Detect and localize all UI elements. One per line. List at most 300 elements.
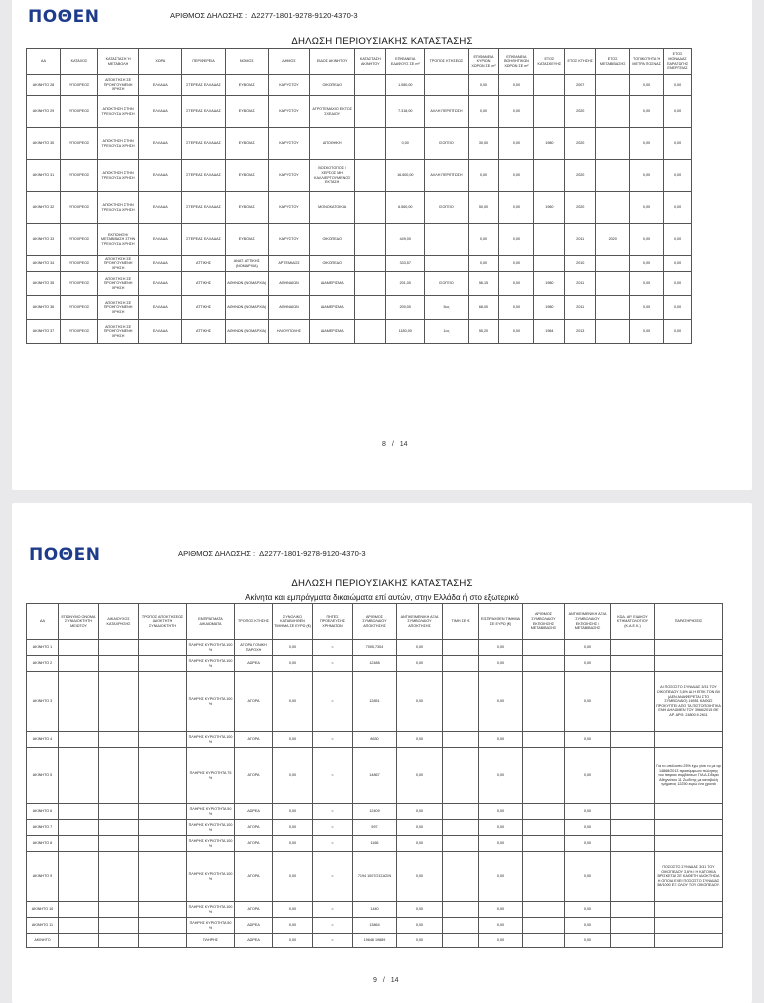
table-cell: ΥΠΟΧΡΕΟΣ bbox=[60, 256, 97, 272]
table-cell: ΑΚΙΝΗΤΟ 30 bbox=[27, 128, 61, 160]
table-cell bbox=[655, 820, 723, 836]
table-row bbox=[27, 256, 692, 272]
table-cell: 0,00 bbox=[664, 75, 692, 96]
table-cell bbox=[59, 804, 99, 820]
table-row bbox=[27, 128, 692, 160]
table-cell bbox=[655, 640, 723, 656]
table-cell: ΣΤΕΡΕΑΣ ΕΛΛΑΔΑΣ bbox=[182, 192, 225, 224]
table-cell: ΙΣΟΓΕΙΟ bbox=[425, 192, 468, 224]
table-cell: ΑΠΟΚΤΗΣΗ ΣΕ ΠΡΟΗΓΟΥΜΕΝΗ ΧΡΗΣΗ bbox=[98, 320, 139, 344]
table-cell bbox=[655, 836, 723, 852]
table-cell: 2011 bbox=[565, 224, 596, 256]
table-cell: ΔΙΑΜΕΡΙΣΜΑ bbox=[310, 296, 355, 320]
table-cell bbox=[596, 96, 630, 128]
table-cell: 2020 bbox=[565, 128, 596, 160]
table-cell bbox=[139, 852, 187, 902]
table-cell: ΙΣΟΓΕΙΟ bbox=[425, 272, 468, 296]
table-cell: 0,00 bbox=[630, 192, 664, 224]
table-cell bbox=[139, 804, 187, 820]
pothen-logo: ΠΟΘΕΝ bbox=[28, 7, 100, 27]
table-cell: 0,00 bbox=[479, 656, 523, 672]
declaration-value: Δ2277-1801-9278-9120-4370-3 bbox=[259, 549, 366, 558]
table-cell bbox=[99, 748, 139, 804]
table-cell bbox=[59, 836, 99, 852]
table-cell: 0,00 bbox=[499, 296, 534, 320]
column-header: ΕΠΙΦΑΝΕΙΑ ΕΔΑΦΟΥΣ ΣΕ m² bbox=[386, 49, 425, 75]
table-cell: ΠΛΗΡΗΣ ΚΥΡΙΟΤΗΤΑ 100 % bbox=[187, 820, 235, 836]
table-cell: 0,00 bbox=[397, 820, 443, 836]
table-cell: 0,00 bbox=[273, 836, 313, 852]
table-cell: 0,00 bbox=[479, 820, 523, 836]
table-row bbox=[27, 160, 692, 192]
table-cell bbox=[596, 128, 630, 160]
table-cell: ΠΛΗΡΗΣ ΚΥΡΙΟΤΗΤΑ 100 % bbox=[187, 836, 235, 852]
table-cell bbox=[523, 732, 565, 748]
table-header-row bbox=[27, 604, 723, 640]
table-cell: 0,00 bbox=[397, 934, 443, 948]
table-cell: 1980 bbox=[534, 128, 565, 160]
column-header: ΔΗΜΟΣ bbox=[268, 49, 309, 75]
table-cell: 0,00 bbox=[630, 256, 664, 272]
table-cell: ΔΙΑΜΕΡΙΣΜΑ bbox=[310, 272, 355, 296]
table-cell: 0,00 bbox=[664, 160, 692, 192]
table-cell bbox=[655, 902, 723, 918]
table-cell: ΥΠΟΧΡΕΟΣ bbox=[60, 272, 97, 296]
table-cell: ΑΚΙΝΗΤΟ 37 bbox=[27, 320, 61, 344]
table-cell: ΑΓΟΡΑ ΓΟΝΙΚΗ ΠΑΡΟΧΗ bbox=[235, 640, 273, 656]
table-cell bbox=[99, 836, 139, 852]
table-cell: 5ος bbox=[425, 296, 468, 320]
column-header: ΣΥΝΟΛΙΚΟ ΚΑΤΑΒΛΗΘΕΝ ΤΙΜΗΜΑ ΣΕ ΕΥΡΩ (€) bbox=[273, 604, 313, 640]
column-header: ΚΑΤΑΧΟΣ bbox=[60, 49, 97, 75]
table-cell: ΠΛΗΡΗΣ ΚΥΡΙΟΤΗΤΑ 50 % bbox=[187, 804, 235, 820]
table-cell: 0,00 bbox=[499, 96, 534, 128]
table-cell: 0,00 bbox=[397, 902, 443, 918]
table-cell: 0,00 bbox=[397, 732, 443, 748]
table-cell: ΑΚΙΝΗΤΟ 31 bbox=[27, 160, 61, 192]
table-row bbox=[27, 732, 723, 748]
table-cell: 0,00 bbox=[664, 192, 692, 224]
table-cell: 68,00 bbox=[468, 296, 499, 320]
column-header: ΤΡΟΠΟΣ ΚΤΗΣΕΩΣ bbox=[425, 49, 468, 75]
table-cell: ΔΩΡΕΑ bbox=[235, 934, 273, 948]
table-cell: 200,00 bbox=[386, 296, 425, 320]
table-cell bbox=[139, 820, 187, 836]
table-cell bbox=[611, 656, 655, 672]
column-header: ΑΡΙΘΜΟΣ ΣΥΜΒΟΛΑΙΟΥ ΕΚΠΟΙΗΣΗΣ ΜΕΤΑΒΙΒΑΣΗΣ bbox=[523, 604, 565, 640]
table-cell bbox=[99, 804, 139, 820]
table-cell bbox=[655, 918, 723, 934]
table-cell: 0,00 bbox=[630, 75, 664, 96]
column-header: ΚΑΤΑΣΤΑΣΗ ΑΚΙΝΗΤΟΥ bbox=[355, 49, 386, 75]
table-cell: ΑΤΤΙΚΗΣ bbox=[182, 256, 225, 272]
column-header: ΠΕΡΙΦΕΡΕΙΑ bbox=[182, 49, 225, 75]
table-cell: 0,00 bbox=[630, 272, 664, 296]
table-cell bbox=[523, 902, 565, 918]
table-cell: ΥΠΟΧΡΕΟΣ bbox=[60, 320, 97, 344]
table-row bbox=[27, 96, 692, 128]
table-cell bbox=[355, 272, 386, 296]
table-cell: 0,00 bbox=[630, 96, 664, 128]
column-header: ΑΡΙΘΜΟΣ ΣΥΜΒΟΛΑΙΟΥ ΑΠΟΚΤΗΣΗΣ bbox=[353, 604, 397, 640]
table-cell bbox=[534, 160, 565, 192]
table-cell: = bbox=[313, 656, 353, 672]
table-cell bbox=[534, 96, 565, 128]
table-cell bbox=[355, 256, 386, 272]
table-cell: ΑΚΙΝΗΤΟ 3 bbox=[27, 672, 59, 732]
table-cell bbox=[59, 918, 99, 934]
table-cell bbox=[139, 918, 187, 934]
table-cell: 0,00 bbox=[386, 128, 425, 160]
table-cell bbox=[139, 656, 187, 672]
table-cell bbox=[443, 934, 479, 948]
table-cell bbox=[611, 672, 655, 732]
column-header: ΔΙΚΑΙΟΥΧΟΣ ΚΑΤΑΧΡΗΣΗΣ bbox=[99, 604, 139, 640]
table-cell: 0,00 bbox=[273, 852, 313, 902]
table-cell bbox=[596, 192, 630, 224]
table-cell: 1960 bbox=[534, 192, 565, 224]
table-cell bbox=[596, 256, 630, 272]
table-cell bbox=[611, 852, 655, 902]
table-cell: ΑΓΟΡΑ bbox=[235, 902, 273, 918]
table-cell bbox=[139, 640, 187, 656]
table-cell: ΑΠΟΚΤΗΣΗ ΣΕ ΠΡΟΗΓΟΥΜΕΝΗ ΧΡΗΣΗ bbox=[98, 296, 139, 320]
table-cell bbox=[611, 902, 655, 918]
table-cell: 0,00 bbox=[468, 96, 499, 128]
table-cell: 0,00 bbox=[565, 918, 611, 934]
table-cell: 0,00 bbox=[397, 640, 443, 656]
table-cell: 0,00 bbox=[499, 192, 534, 224]
table-cell: 0,00 bbox=[630, 128, 664, 160]
table-cell: ΚΑΡΥΣΤΟΥ bbox=[268, 128, 309, 160]
table-cell: ΑΓΟΡΑ bbox=[235, 852, 273, 902]
table-cell: ΕΥΒΟΙΑΣ bbox=[225, 96, 268, 128]
document-page-8 bbox=[12, 0, 752, 490]
table-cell: ΠΛΗΡΗΣ ΚΥΡΙΟΤΗΤΑ 100 % bbox=[187, 852, 235, 902]
column-header: ΑΝΤΙΚΕΙΜΕΝΙΚΗ ΑΞΙΑ ΣΥΜΒΟΛΑΙΟΥ ΕΚΠΟΙΗΣΗΣ / ΜΕΤΑΒΙΒΑΣΗΣ bbox=[565, 604, 611, 640]
table-row bbox=[27, 672, 723, 732]
table-cell: 0,00 bbox=[397, 836, 443, 852]
table-cell: 16.600,00 bbox=[386, 160, 425, 192]
table-cell: ΠΟΣΟΣΤΟ ΣΥΝΙΔΙΑΣ 3/31 ΤΟΥ ΟΙΚΟΠΕΔΟΥ 3,6% Ι Η ΚΑΤΟΙΚΙΑ ΒΡΙΣΚΕΤΑΙ ΣΕ ΚΑΘΕΤΗ ΙΔΙΟΚΤΗΣΙΑ Η ΟΠΟΙΑ ΕΧΕΙ ΠΟΣΟΣΤΟ ΣΥΝΙΔΙΑΣ 58/1000 ΕΞ ΟΛΟΥ ΤΟΥ ΟΙΚΟΠΕΔΟΥ. bbox=[655, 852, 723, 902]
table-cell: 2011 bbox=[565, 272, 596, 296]
column-header: ΕΤΟΣ ΚΑΤΑΣΚΕΥΗΣ bbox=[534, 49, 565, 75]
table-cell: ΑΠΟΚΤΗΣΗ ΣΕ ΠΡΟΗΓΟΥΜΕΝΗ ΧΡΗΣΗ bbox=[98, 272, 139, 296]
table-cell: ΑΓΟΡΑ bbox=[235, 820, 273, 836]
column-header: ΚΩΔ. ΑΡ. ΕΙΔΙΚΟΥ ΚΤΗΜΑΤΟΛΟΓΙΟΥ (Κ.Α.Ε.Κ.) bbox=[611, 604, 655, 640]
table-cell: ΑΠΟΚΤΗΣΗ ΣΕ ΠΡΟΗΓΟΥΜΕΝΗ ΧΡΗΣΗ bbox=[98, 75, 139, 96]
table-cell: ΑΚΙΝΗΤΟ 36 bbox=[27, 296, 61, 320]
table-cell: ΥΠΟΧΡΕΟΣ bbox=[60, 96, 97, 128]
table-cell: ΑΘΗΝΑΙΩΝ bbox=[268, 296, 309, 320]
table-cell: ΑΓΟΡΑ bbox=[235, 836, 273, 852]
table-cell: 0,00 bbox=[565, 732, 611, 748]
table-cell: ΔΩΡΕΑ bbox=[235, 918, 273, 934]
table-cell: 2020 bbox=[565, 192, 596, 224]
table-cell: 0,00 bbox=[565, 748, 611, 804]
table-cell bbox=[655, 934, 723, 948]
table-cell: 0,00 bbox=[565, 804, 611, 820]
table-cell: ΑΠΟΘΗΚΗ bbox=[310, 128, 355, 160]
table-cell bbox=[611, 836, 655, 852]
column-header: ΕΠΙΦΑΝΕΙΑ ΚΥΡΙΩΝ ΧΩΡΩΝ ΣΕ m² bbox=[468, 49, 499, 75]
page-counter: 8 / 14 bbox=[382, 441, 408, 448]
table-cell: ΑΡΤΕΜΙΔΟΣ bbox=[268, 256, 309, 272]
column-header: ΕΤΟΣ ΜΟΝΑΔΑΣ ΠΑΡΑΓΩΓΗΣ ΕΝΕΡΓΕΙΑΣ bbox=[664, 49, 692, 75]
table-cell bbox=[139, 748, 187, 804]
table-cell: 0,00 bbox=[468, 160, 499, 192]
column-header: ΕΤΟΣ ΚΤΗΣΗΣ bbox=[565, 49, 596, 75]
table-cell bbox=[443, 918, 479, 934]
table-cell bbox=[59, 820, 99, 836]
table-cell: 0,00 bbox=[397, 918, 443, 934]
table-cell: ΣΤΕΡΕΑΣ ΕΛΛΑΔΑΣ bbox=[182, 128, 225, 160]
table-cell: 14867 bbox=[353, 748, 397, 804]
table-cell bbox=[523, 640, 565, 656]
table-cell: ΑΚΙΝΗΤΟ 2 bbox=[27, 656, 59, 672]
table-cell: ΑΚΙΝΗΤΟ 34 bbox=[27, 256, 61, 272]
table-cell: ΕΛΛΑΔΑ bbox=[139, 128, 182, 160]
table-cell: ΑΚΙΝΗΤΟ bbox=[27, 934, 59, 948]
table-cell bbox=[59, 748, 99, 804]
declaration-number bbox=[178, 549, 366, 558]
table-cell: ΕΛΛΑΔΑ bbox=[139, 224, 182, 256]
table-cell: ΕΛΛΑΔΑ bbox=[139, 272, 182, 296]
property-table bbox=[26, 48, 692, 344]
table-cell: ΟΙΚΟΠΕΔΟ bbox=[310, 224, 355, 256]
table-cell: ΟΙΚΟΠΕΔΟ bbox=[310, 75, 355, 96]
table-cell: ΑΠΟΚΤΗΣΗ ΣΤΗΝ ΤΡΕΧΟΥΣΑ ΧΡΗΣΗ bbox=[98, 160, 139, 192]
table-cell: 0,00 bbox=[499, 160, 534, 192]
column-header: ΤΟΠΙΚΟΤΗΤΑ Ή ΜΕΤΡΑ ΠΟΣΝΑΣ bbox=[630, 49, 664, 75]
table-cell: ΑΓΡΟΤΕΜΑΧΙΟ ΕΚΤΟΣ ΣΧΕΔΙΟΥ bbox=[310, 96, 355, 128]
table-cell bbox=[59, 672, 99, 732]
table-cell: ΚΑΡΥΣΤΟΥ bbox=[268, 192, 309, 224]
table-cell: = bbox=[313, 902, 353, 918]
table-cell: 1ος bbox=[425, 320, 468, 344]
table-row bbox=[27, 224, 692, 256]
column-header: ΠΑΡΑΤΗΡΗΣΕΙΣ bbox=[655, 604, 723, 640]
table-cell: ΣΤΕΡΕΑΣ ΕΛΛΑΔΑΣ bbox=[182, 224, 225, 256]
table-cell bbox=[523, 836, 565, 852]
table-cell: ΑΠΟΚΤΗΣΗ ΣΤΗΝ ΤΡΕΧΟΥΣΑ ΧΡΗΣΗ bbox=[98, 192, 139, 224]
table-cell: ΕΛΛΑΔΑ bbox=[139, 296, 182, 320]
table-cell: 0,00 bbox=[479, 918, 523, 934]
table-cell: ΑΤΤΙΚΗΣ bbox=[182, 296, 225, 320]
table-cell bbox=[99, 640, 139, 656]
table-cell bbox=[425, 256, 468, 272]
table-cell bbox=[523, 934, 565, 948]
table-cell: ΑΘΗΝΩΝ (ΝΟΜΑΡΧΙΑ) bbox=[225, 320, 268, 344]
table-cell: 2020 bbox=[596, 224, 630, 256]
table-cell: 0,00 bbox=[273, 748, 313, 804]
table-cell bbox=[596, 75, 630, 96]
table-cell: 449,00 bbox=[386, 224, 425, 256]
column-header: ΤΙΜΗ ΣΕ € bbox=[443, 604, 479, 640]
table-cell: 6.560,00 bbox=[386, 192, 425, 224]
table-cell: 0,00 bbox=[479, 732, 523, 748]
table-cell bbox=[523, 672, 565, 732]
table-cell: Για το υπόλοιπο 25% έχω γίνει το με αρ 14868/2013 προσύμφωνο πώλησης του ίτσφαιο συμβάσεων ΓΙΑ Δ.Σιδερα Αθηγνάτου 11 Ζωίδνης με καταβολή τμήματος 12250 ευρώ ένα χρονιά bbox=[655, 748, 723, 804]
table-cell: 0,00 bbox=[499, 75, 534, 96]
table-cell bbox=[443, 836, 479, 852]
table-cell: ΑΚΙΝΗΤΟ 35 bbox=[27, 272, 61, 296]
table-cell bbox=[99, 902, 139, 918]
page-subtitle: Ακίνητα και εμπράγματα δικαιώματα επί αυτών, στην Ελλάδα ή στο εξωτερικό bbox=[245, 593, 519, 602]
table-cell: ΜΟΝΟΚΑΤΟΙΚΙΑ bbox=[310, 192, 355, 224]
table-cell: 333,57 bbox=[386, 256, 425, 272]
table-cell bbox=[523, 804, 565, 820]
table-header-row bbox=[27, 49, 692, 75]
column-header: ΑΑ bbox=[27, 604, 59, 640]
table-cell bbox=[596, 296, 630, 320]
table-cell: ΥΠΟΧΡΕΟΣ bbox=[60, 296, 97, 320]
table-cell: ΑΠΟΚΤΗΣΗ ΣΤΗΝ ΤΡΕΧΟΥΣΑ ΧΡΗΣΗ bbox=[98, 128, 139, 160]
table-cell: 1166 bbox=[353, 836, 397, 852]
column-header: ΤΡΟΠΟΣ ΚΤΗΣΗΣ bbox=[235, 604, 273, 640]
table-cell: ΑΓΟΡΑ bbox=[235, 732, 273, 748]
column-header: ΕΜΠΡΑΓΜΑΤΑ ΔΙΚΑΙΩΜΑΤΑ bbox=[187, 604, 235, 640]
column-header: ΤΡΟΠΟΣ ΑΠΟΚΤΗΣΕΩΣ ΙΔΙΟΚΤΗΤΗ ΣΥΝΙΔΙΟΚΤΗΤΗ bbox=[139, 604, 187, 640]
table-cell bbox=[355, 160, 386, 192]
table-cell: ΑΚΙΝΗΤΟ 11 bbox=[27, 918, 59, 934]
table-cell bbox=[425, 224, 468, 256]
table-cell bbox=[99, 934, 139, 948]
table-cell: 0,00 bbox=[499, 224, 534, 256]
table-cell bbox=[59, 902, 99, 918]
table-cell bbox=[443, 656, 479, 672]
column-header: ΕΠΙΦΑΝΕΙΑ ΒΟΗΘΗΤΙΚΩΝ ΧΩΡΩΝ ΣΕ m² bbox=[499, 49, 534, 75]
table-cell: ΑΘΗΝΑΙΩΝ bbox=[268, 272, 309, 296]
table-cell: 0,00 bbox=[664, 256, 692, 272]
table-cell bbox=[139, 836, 187, 852]
table-cell bbox=[443, 732, 479, 748]
table-cell bbox=[534, 256, 565, 272]
table-cell: ΥΠΟΧΡΕΟΣ bbox=[60, 224, 97, 256]
table-cell bbox=[355, 320, 386, 344]
table-cell: 0,00 bbox=[397, 804, 443, 820]
table-cell: ΑΚΙΝΗΤΟ 7 bbox=[27, 820, 59, 836]
table-cell: 0,00 bbox=[479, 852, 523, 902]
declaration-label: ΑΡΙΘΜΟΣ ΔΗΛΩΣΗΣ : bbox=[178, 549, 256, 558]
table-cell: 8630 bbox=[353, 732, 397, 748]
table-cell bbox=[611, 732, 655, 748]
table-cell bbox=[611, 748, 655, 804]
table-cell: = bbox=[313, 748, 353, 804]
table-cell bbox=[355, 296, 386, 320]
table-row bbox=[27, 272, 692, 296]
table-cell bbox=[139, 902, 187, 918]
table-row bbox=[27, 748, 723, 804]
table-cell: ΑΚΙΝΗΤΟ 28 bbox=[27, 75, 61, 96]
document-page-9 bbox=[12, 503, 752, 1003]
table-cell bbox=[611, 820, 655, 836]
table-cell: 0,00 bbox=[397, 672, 443, 732]
page-title: ΔΗΛΩΣΗ ΠΕΡΙΟΥΣΙΑΚΗΣ ΚΑΤΑΣΤΑΣΗΣ bbox=[291, 36, 473, 47]
table-cell: ΚΑΡΥΣΤΟΥ bbox=[268, 75, 309, 96]
table-cell: ΟΙΚΟΠΕΔΟ bbox=[310, 256, 355, 272]
table-cell bbox=[425, 75, 468, 96]
table-cell: ΑΓΟΡΑ bbox=[235, 748, 273, 804]
table-cell: ΑΘΗΝΩΝ (ΝΟΜΑΡΧΙΑ) bbox=[225, 272, 268, 296]
table-cell: 0,00 bbox=[397, 656, 443, 672]
declaration-number bbox=[170, 11, 358, 20]
column-header: ΠΗΓΕΣ ΠΡΟΕΛΕΥΣΗΣ ΧΡΗΜΑΤΩΝ bbox=[313, 604, 353, 640]
table-cell bbox=[99, 732, 139, 748]
table-cell: 1984 bbox=[534, 320, 565, 344]
table-cell: 0,00 bbox=[273, 918, 313, 934]
table-cell bbox=[534, 75, 565, 96]
table-cell: 12409 bbox=[353, 804, 397, 820]
table-cell: 0,00 bbox=[565, 640, 611, 656]
table-cell: = bbox=[313, 640, 353, 656]
table-cell: ΥΠΟΧΡΕΟΣ bbox=[60, 128, 97, 160]
column-header: ΕΙΣΠΡΑΧΘΕΝ ΤΙΜΗΜΑ ΣΕ ΕΥΡΩ (€) bbox=[479, 604, 523, 640]
table-cell: 0,00 bbox=[397, 852, 443, 902]
table-cell: ΣΤΕΡΕΑΣ ΕΛΛΑΔΑΣ bbox=[182, 160, 225, 192]
table-cell bbox=[596, 272, 630, 296]
table-cell: 0,00 bbox=[565, 852, 611, 902]
column-header: ΑΑ bbox=[27, 49, 61, 75]
table-cell bbox=[99, 918, 139, 934]
table-cell: ΠΛΗΡΗΣ ΚΥΡΙΟΤΗΤΑ 100 % bbox=[187, 656, 235, 672]
table-cell: ΑΚΙΝΗΤΟ 29 bbox=[27, 96, 61, 128]
table-cell: ΙΣΟΓΕΙΟ bbox=[425, 128, 468, 160]
table-cell: ΑΠΟΚΤΗΣΗ ΣΕ ΠΡΟΗΓΟΥΜΕΝΗ ΧΡΗΣΗ bbox=[98, 256, 139, 272]
column-header: ΧΩΡΑ bbox=[139, 49, 182, 75]
table-cell: 0,00 bbox=[273, 672, 313, 732]
table-cell bbox=[355, 128, 386, 160]
table-cell: 0,00 bbox=[499, 128, 534, 160]
table-cell: 0,00 bbox=[565, 836, 611, 852]
table-cell bbox=[99, 656, 139, 672]
declaration-label: ΑΡΙΘΜΟΣ ΔΗΛΩΣΗΣ : bbox=[170, 11, 248, 20]
table-cell: 0,00 bbox=[630, 296, 664, 320]
table-cell: 13864 bbox=[353, 918, 397, 934]
table-cell: ΑΚΙΝΗΤΟ 4 bbox=[27, 732, 59, 748]
page-counter: 9 / 14 bbox=[373, 977, 399, 984]
table-cell: 0,00 bbox=[479, 804, 523, 820]
table-cell: ΥΠΟΧΡΕΟΣ bbox=[60, 192, 97, 224]
table-cell: 0,00 bbox=[630, 224, 664, 256]
table-row bbox=[27, 75, 692, 96]
table-cell: ΕΥΒΟΙΑΣ bbox=[225, 224, 268, 256]
table-cell: 2013 bbox=[565, 320, 596, 344]
table-cell: 0,00 bbox=[479, 934, 523, 948]
table-cell: 0,00 bbox=[273, 804, 313, 820]
table-cell: ΒΟΣΚΟΤΟΠΟΣ / ΧΕΡΣΟΣ ΜΗ ΚΑΛΛΙΕΡΓΟΥΜΕΝΟΣ ΕΚΤΑΣΗ bbox=[310, 160, 355, 192]
table-cell: ΥΠΟΧΡΕΟΣ bbox=[60, 160, 97, 192]
table-cell: ΕΛΛΑΔΑ bbox=[139, 96, 182, 128]
table-cell: 0,00 bbox=[397, 748, 443, 804]
table-cell: 2007 bbox=[565, 75, 596, 96]
table-cell bbox=[59, 656, 99, 672]
table-cell: 0,00 bbox=[479, 748, 523, 804]
table-cell: ΕΛΛΑΔΑ bbox=[139, 320, 182, 344]
table-cell: ΕΛΛΑΔΑ bbox=[139, 160, 182, 192]
table-cell: ΥΠΟΧΡΕΟΣ bbox=[60, 75, 97, 96]
table-cell: 0,00 bbox=[565, 902, 611, 918]
table-row bbox=[27, 836, 723, 852]
table-cell: 0,00 bbox=[468, 75, 499, 96]
table-cell: 0,00 bbox=[468, 256, 499, 272]
table-row bbox=[27, 320, 692, 344]
table-cell: = bbox=[313, 836, 353, 852]
table-cell: ΑΚΙΝΗΤΟ 10 bbox=[27, 902, 59, 918]
table-cell: ΠΛΗΡΗΣ ΚΥΡΙΟΤΗΤΑ 100 % bbox=[187, 640, 235, 656]
table-cell: ΑΚΙΝΗΤΟ 8 bbox=[27, 836, 59, 852]
table-cell: ΑΚΙΝΗΤΟ 5 bbox=[27, 748, 59, 804]
